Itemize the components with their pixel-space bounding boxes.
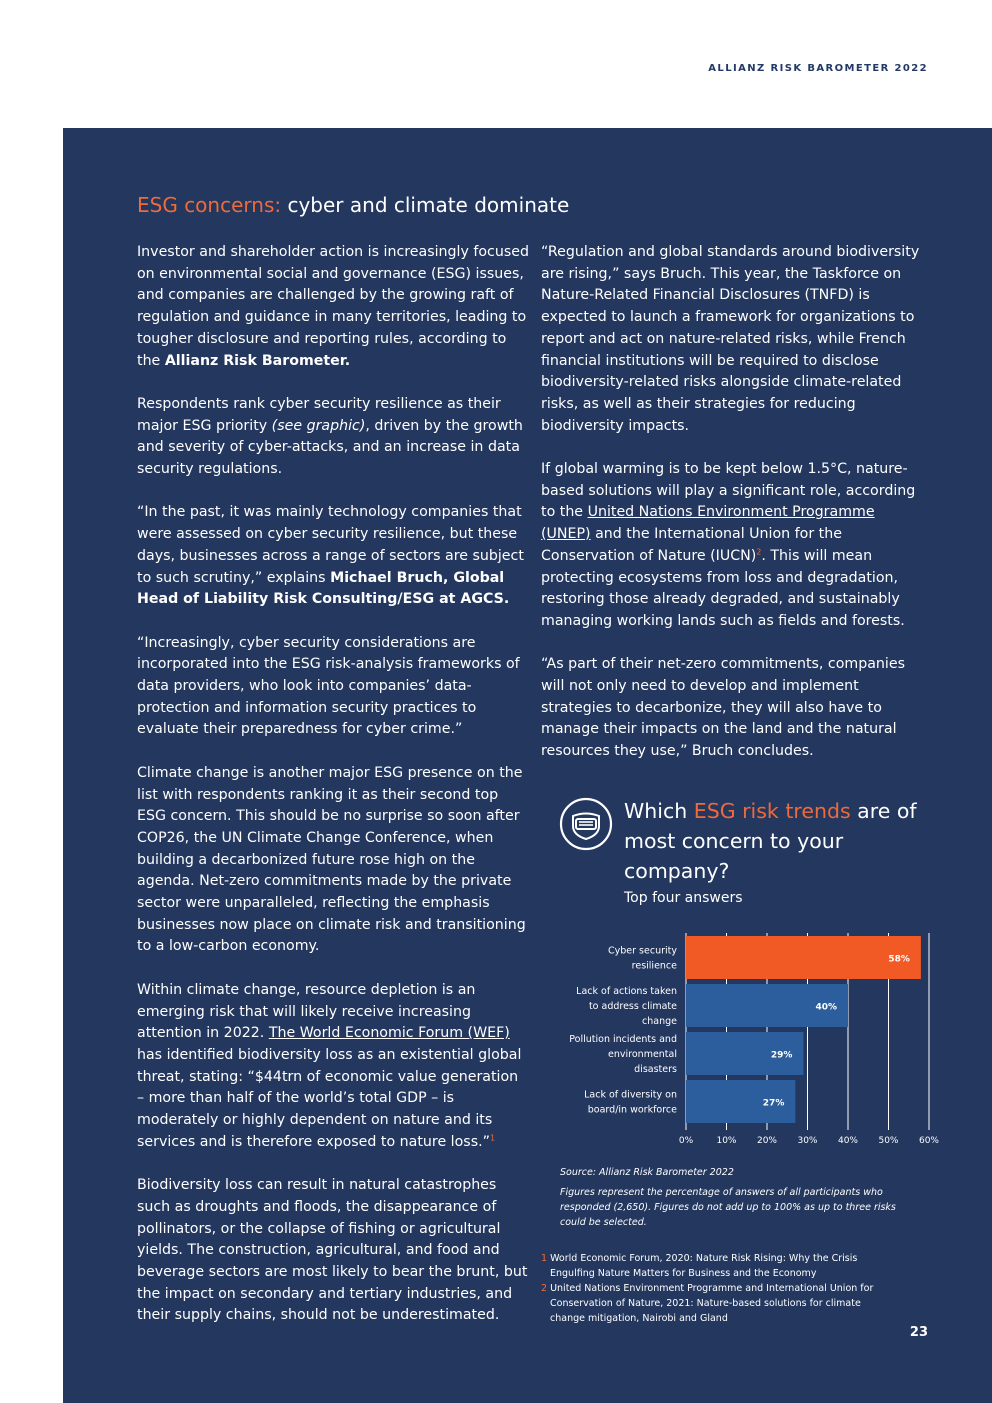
category-label: environmental <box>608 1049 677 1060</box>
category-label: Lack of actions taken <box>576 986 677 997</box>
esg-bar-chart <box>540 925 950 1150</box>
italic-text: (see graphic) <box>271 417 366 434</box>
category-label: Cyber security <box>608 945 677 957</box>
paragraph-text: and the International Union for the Conservation of Nature (IUCN) <box>541 526 842 564</box>
category-label: board/in workforce <box>587 1104 677 1116</box>
footnote-number: 1 <box>541 1253 548 1264</box>
paragraph <box>137 242 529 372</box>
paragraph <box>137 502 529 611</box>
paragraph: Climate change is another major ESG presence on the list with respondents ranking it as their second top ESG concern. This should be no surprise so soon after COP26, the UN Climate Change Conference, when building a decarbonized future rose high on the agenda. Net-zero commitments made by the private sector were unparalleled, reflecting the emphasis businesses now place on climate risk and transitioning to a low-carbon economy. <box>137 764 526 955</box>
paragraph: “Regulation and global standards around biodiversity are rising,” says Bruch. This year, the Taskforce on Nature-Related Financial Disclosures (TNFD) is expected to launch a framework for organizations to report and act on nature-related risks, while French financial institutions will be required to disclose biodiversity-related risks alongside climate-related risks, as well as their strategies for reducing biodiversity impacts. <box>541 244 920 434</box>
category-label: to address climate <box>588 1001 677 1012</box>
bar-value-label: 27% <box>762 1098 785 1109</box>
chart-subtitle: Top four answers <box>624 890 743 906</box>
category-label: disasters <box>634 1064 677 1075</box>
paragraph: “Increasingly, cyber security considerations are incorporated into the ESG risk-analysis frameworks of data providers, who look into companies’ data-protection and information security practices to evaluate their preparedness for cyber crime.” <box>137 634 520 738</box>
footnote-2 <box>541 1281 881 1326</box>
bar-value-label: 58% <box>888 954 910 965</box>
footnote-ref: 1 <box>489 1133 496 1143</box>
globe-shield-icon <box>559 797 613 851</box>
x-tick-label: 10% <box>716 1136 737 1146</box>
report-header: ALLIANZ RISK BAROMETER 2022 <box>708 63 928 74</box>
paragraph-text: If global warming is to be kept below 1.5°C, nature-based solutions will play a significant role, according to the <box>541 461 916 521</box>
footnote-1 <box>541 1251 881 1281</box>
paragraph <box>137 394 529 481</box>
bar-value-label: 40% <box>815 1002 837 1013</box>
x-tick-label: 20% <box>756 1136 778 1146</box>
page-number: 23 <box>909 1325 928 1340</box>
left-column <box>137 242 529 1349</box>
section-title <box>137 193 569 217</box>
category-label: resilience <box>631 960 677 972</box>
bold-text: Michael Bruch, Global Head of Liability Risk Consulting/ESG at AGCS. <box>137 569 510 608</box>
paragraph-text: . This will mean protecting ecosystems from loss and degradation, restoring those already degraded, and sustainably managing working lands such as fields and forests. <box>541 547 905 629</box>
footnote-ref: 2 <box>756 547 762 557</box>
category-label: change <box>642 1016 677 1027</box>
section-title-rest: cyber and climate dominate <box>287 193 570 217</box>
question-text: are of most concern to your company? <box>624 799 917 883</box>
chart-source: Source: Allianz Risk Barometer 2022 <box>560 1167 734 1178</box>
question-accent: ESG risk trends <box>693 799 851 823</box>
x-tick-label: 50% <box>878 1136 899 1146</box>
unep-link[interactable]: United Nations Environment Programme (UNEP) <box>541 504 875 543</box>
wef-link[interactable]: The World Economic Forum (WEF) <box>268 1025 510 1042</box>
bar <box>686 936 921 979</box>
paragraph: Biodiversity loss can result in natural catastrophes such as droughts and floods, the disappearance of pollinators, or the collapse of fishing or agricultural yields. The construction, agricultural, and food and beverage sectors are most likely to bear the brunt, but the impact on secondary and tertiary industries, and their supply chains, should not be underestimated. <box>137 1177 528 1324</box>
bold-text: Allianz Risk Barometer. <box>164 352 351 369</box>
paragraph: “As part of their net-zero commitments, companies will not only need to develop and implement strategies to decarbonize, they will also have to manage their impacts on the land and the natural resources they use,” Bruch concludes. <box>541 656 905 760</box>
x-tick-label: 0% <box>678 1136 694 1146</box>
footnotes <box>541 1251 881 1326</box>
paragraph <box>137 980 529 1154</box>
paragraph-text: has identified biodiversity loss as an existential global threat, stating: “$44trn of economic value generation – more than half of the world’s total GDP – is moderately or highly dependent on nature and its services and is therefore exposed to nature loss.” <box>137 1046 522 1150</box>
bar-value-label: 29% <box>770 1050 793 1061</box>
paragraph-text: , driven by the growth and severity of cyber-attacks, and an increase in data security regulations. <box>137 417 523 478</box>
paragraph-text: “In the past, it was mainly technology companies that were assessed on cyber security resilience, but these days, businesses across a range of sectors are subject to such scrutiny,” explains <box>137 504 524 586</box>
chart-question <box>624 796 924 886</box>
x-tick-label: 60% <box>918 1136 940 1146</box>
question-text: Which <box>624 799 688 823</box>
x-tick-label: 40% <box>837 1136 859 1146</box>
chart-note: Figures represent the percentage of answers of all participants who responded (2,650). Figures do not add up to 100% as up to three risks could be selected. <box>560 1187 896 1228</box>
paragraph-text: Within climate change, resource depletion is an emerging risk that will likely receive increasing attention in 2022. <box>137 981 476 1042</box>
x-tick-label: 30% <box>797 1136 818 1146</box>
footnote-text: United Nations Environment Programme and International Union for Conservation of Nature, 2021: Nature-based solutions for climate change mitigation, Nairobi and Gland <box>550 1283 874 1324</box>
category-label: Lack of diversity on <box>584 1089 677 1101</box>
right-column <box>541 242 926 785</box>
section-title-accent: ESG concerns: <box>137 193 282 217</box>
paragraph-text: Investor and shareholder action is increasingly focused on environmental social and governance (ESG) issues, and companies are challenged by the growing raft of regulation and guidance in many territories, leading to tougher disclosure and reporting rules, according to the <box>137 244 529 369</box>
footnote-text: World Economic Forum, 2020: Nature Risk Rising: Why the Crisis Engulfing Nature Matters for Business and the Economy <box>550 1253 858 1279</box>
category-label: Pollution incidents and <box>569 1034 677 1045</box>
paragraph-text: Respondents rank cyber security resilience as their major ESG priority <box>137 395 501 434</box>
paragraph <box>541 459 926 633</box>
footnote-number: 2 <box>541 1283 548 1294</box>
